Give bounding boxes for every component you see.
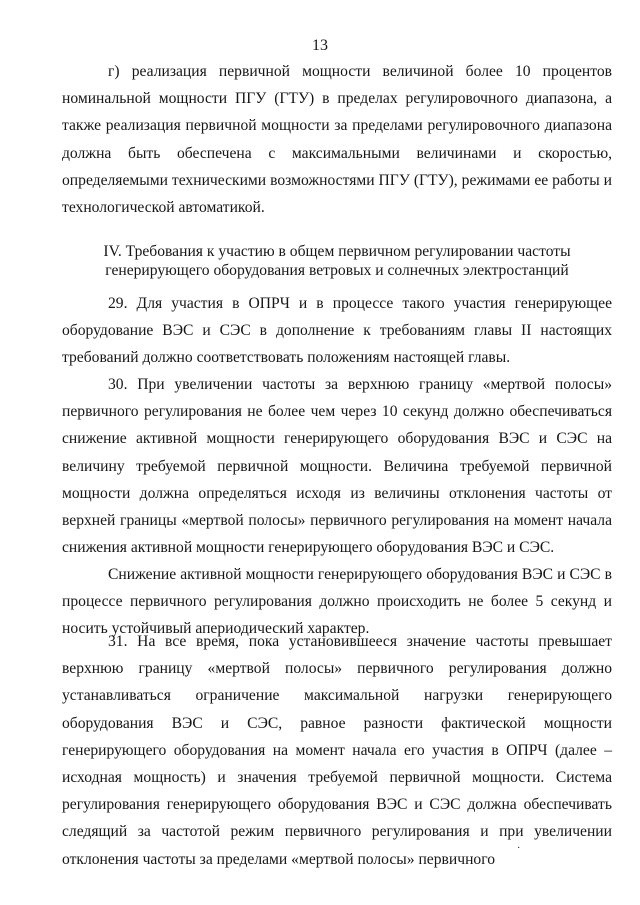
page-number: 13 bbox=[312, 37, 328, 54]
paragraph-30: 30. При увеличении частоты за верхнюю границу «мертвой полосы» первичного регулирования не более чем через 10 секунд должно обеспечиваться снижение активной мощности генерирующего оборудования ВЭС и СЭС на величину требуемой первичной мощности. Величина требуемой первичной мощности должна определяться исходя из величины отклонения частоты от верхней границы «мертвой полосы» первичного регулирования на момент начала снижения активной мощности генерирующего оборудования ВЭС и СЭС. bbox=[62, 376, 612, 557]
paragraph-30-continued: Снижение активной мощности генерирующего оборудования ВЭС и СЭС в процессе первичного регулирования должно происходить не более 5 секунд и носить устойчивый апериодический характер. bbox=[62, 566, 612, 638]
paragraph-g: г) реализация первичной мощности величиной более 10 процентов номинальной мощности ПГУ (ГТУ) в пределах регулировочного диапазона, а также реализация первичной мощности за пределами регулировочного диапазона должна быть обеспечена с максимальными величинами и скоростью, определяемыми техническими возможностями ПГУ (ГТУ), режимами ее работы и технологической автоматикой. bbox=[62, 63, 612, 217]
section-heading-line-1: IV. Требования к участию в общем первичном регулировании частоты bbox=[103, 243, 571, 260]
scan-speck: · bbox=[517, 843, 521, 854]
section-heading bbox=[62, 242, 612, 280]
paragraph-31: 31. На все время, пока установившееся значение частоты превышает верхнюю границу «мертвой полосы» первичного регулирования должно устанавливаться ограничение максимальной нагрузки генерирующего оборудования ВЭС и СЭС, равное разности фактической мощности генерирующего оборудования на момент начала его участия в ОПРЧ (далее – исходная мощность) и значения требуемой первичной мощности. Система регулирования генерирующего оборудования ВЭС и СЭС должна обеспечивать следящий за частотой режим первичного регулирования и при увеличении отклонения частоты за пределами «мертвой полосы» первичного bbox=[62, 633, 612, 868]
section-heading-line-2: генерирующего оборудования ветровых и солнечных электростанций bbox=[105, 262, 569, 279]
paragraph-29: 29. Для участия в ОПРЧ и в процессе такого участия генерирующее оборудование ВЭС и СЭС в дополнение к требованиям главы II настоящих требований должно соответствовать положениям настоящей главы. bbox=[62, 295, 612, 367]
